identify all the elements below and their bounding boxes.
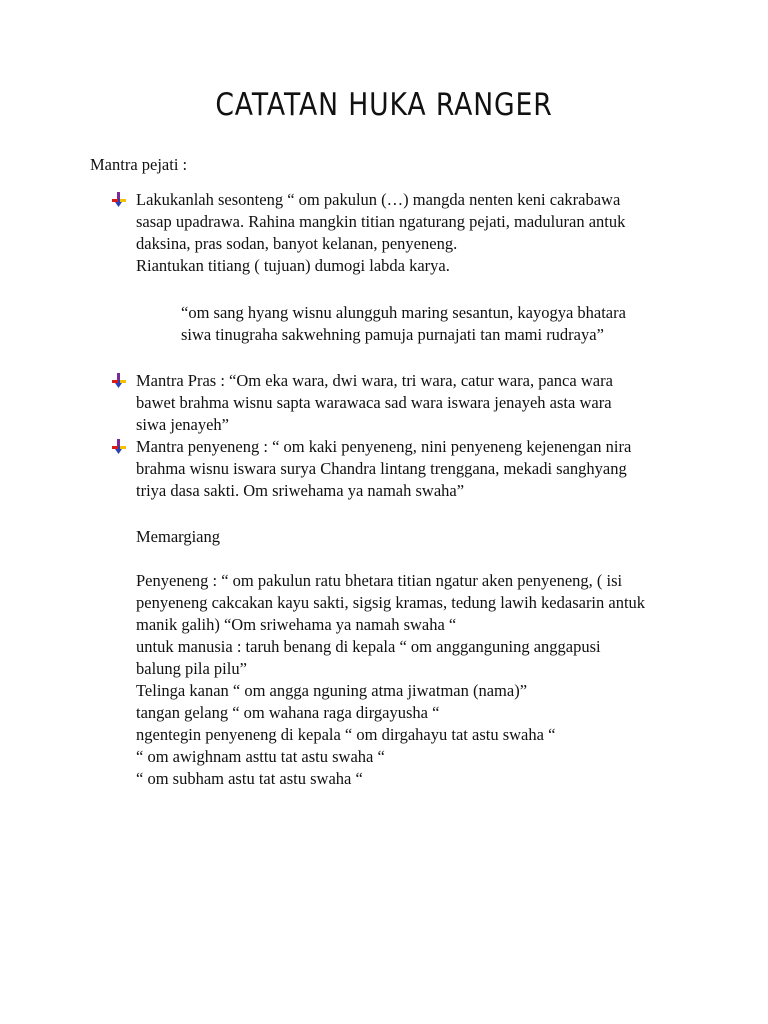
bullet-line: Mantra Pras : “Om eka wara, dwi wara, tri wara, catur wara, panca wara bbox=[136, 371, 613, 390]
bullet-line: Mantra penyeneng : “ om kaki penyeneng, nini penyeneng kejenengan nira bbox=[136, 437, 632, 456]
bullet-arrow-icon bbox=[111, 192, 127, 208]
bullet-line: siwa jenayeh” bbox=[136, 415, 229, 434]
closing-line: manik galih) “Om sriwehama ya namah swaha “ bbox=[136, 615, 457, 634]
bullet-item-1 bbox=[136, 189, 696, 277]
closing-line: Penyeneng : “ om pakulun ratu bhetara titian ngatur aken penyeneng, ( isi bbox=[136, 571, 623, 590]
document-title: CATATAN HUKA RANGER bbox=[215, 87, 553, 123]
bullet-arrow-icon bbox=[111, 373, 127, 389]
bullet-line: daksina, pras sodan, banyot kelanan, penyeneng. bbox=[136, 234, 458, 253]
closing-line: balung pila pilu” bbox=[136, 659, 247, 678]
closing-line: tangan gelang “ om wahana raga dirgayusha “ bbox=[136, 703, 440, 722]
bullet-line: Riantukan titiang ( tujuan) dumogi labda karya. bbox=[136, 256, 450, 275]
bullet-line: triya dasa sakti. Om sriwehama ya namah swaha” bbox=[136, 481, 465, 500]
memargiang-heading bbox=[136, 526, 696, 548]
bullet-arrow-icon bbox=[111, 439, 127, 455]
closing-line: “ om awighnam asttu tat astu swaha “ bbox=[136, 747, 385, 766]
bullet-line: Lakukanlah sesonteng “ om pakulun (…) mangda nenten keni cakrabawa bbox=[136, 190, 621, 209]
bullet-item-3 bbox=[136, 436, 696, 502]
closing-line: “ om subham astu tat astu swaha “ bbox=[136, 769, 363, 788]
bullet-line: sasap upadrawa. Rahina mangkin titian ngaturang pejati, maduluran antuk bbox=[136, 212, 626, 231]
closing-line: penyeneng cakcakan kayu sakti, sigsig kramas, tedung lawih kedasarin antuk bbox=[136, 593, 646, 612]
bullet-line: brahma wisnu iswara surya Chandra lintang trenggana, mekadi sanghyang bbox=[136, 459, 627, 478]
closing-line: ngentegin penyeneng di kepala “ om dirgahayu tat astu swaha “ bbox=[136, 725, 556, 744]
closing-line: untuk manusia : taruh benang di kepala “ om angganguning anggapusi bbox=[136, 637, 601, 656]
memargiang-text: Memargiang bbox=[136, 527, 221, 546]
closing-block bbox=[136, 570, 696, 790]
quote-line: siwa tinugraha sakwehning pamuja purnajati tan mami rudraya” bbox=[181, 325, 604, 344]
bullet-line: bawet brahma wisnu sapta warawaca sad wara iswara jenayeh asta wara bbox=[136, 393, 612, 412]
quote-line: “om sang hyang wisnu alungguh maring sesantun, kayogya bhatara bbox=[181, 303, 626, 322]
bullet-item-2 bbox=[136, 370, 696, 436]
closing-line: Telinga kanan “ om angga nguning atma jiwatman (nama)” bbox=[136, 681, 528, 700]
quote-block bbox=[181, 302, 681, 346]
section-label: Mantra pejati : bbox=[90, 155, 188, 174]
